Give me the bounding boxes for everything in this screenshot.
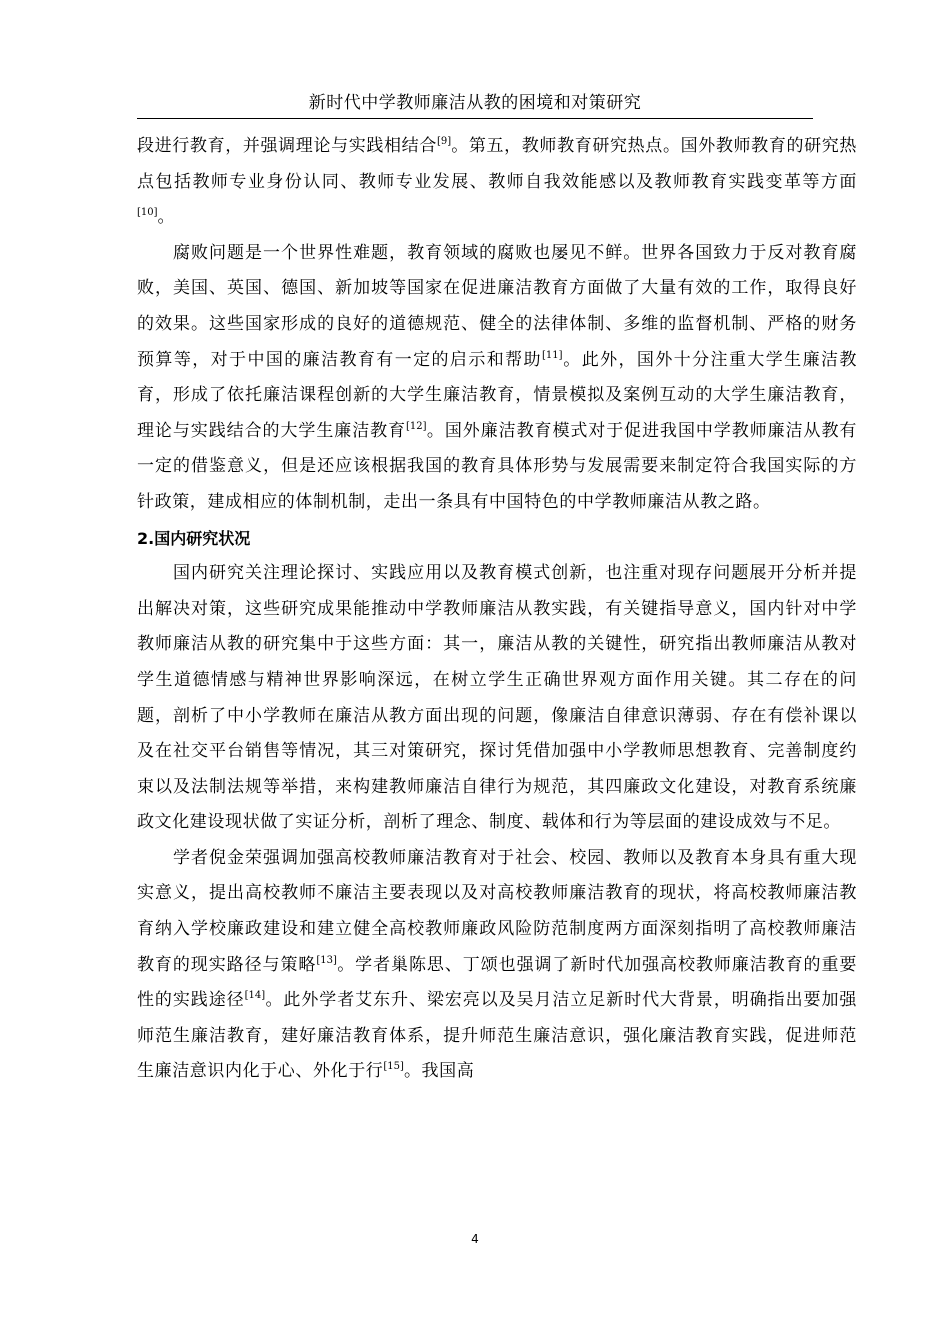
section-heading: 2.国内研究状况: [137, 528, 251, 548]
citation-10: [10]: [137, 207, 158, 219]
citation-11: [11]: [541, 349, 563, 361]
paragraph-1: [137, 129, 857, 236]
citation-9: [9]: [436, 136, 452, 147]
header-divider: [137, 118, 813, 119]
citation-12: [12]: [406, 420, 427, 432]
paragraph-2-text-1: 腐败问题是一个世界性难题，教育领域的腐败也屡见不鲜。世界各国致力于反对教育腐败，美国、英国、德国、新加坡等国家在促进廉洁教育方面做了大量有效的工作，取得良好的效果。这些国家形成的良好的道德规范、健全的法律体制、多维的监督机制、严格的财务预算等，对于中国的廉洁教育有一定的启示和帮助: [137, 242, 857, 370]
paragraph-4: [137, 841, 857, 1090]
paragraph-2: [137, 236, 857, 521]
body-text: [137, 129, 857, 1090]
paragraph-4-text-3: 。此外学者艾东升、梁宏亮以及吴月洁立足新时代大背景，明确指出要加强师范生廉洁教育，建好廉洁教育体系，提升师范生廉洁意识，强化廉洁教育实践，促进师范生廉洁意识内化于心、外化于行: [137, 990, 857, 1082]
paragraph-1-text-2: 。第五，教师教育研究热点。国外教师教育的研究热点包括教师专业身份认同、教师专业发展、教师自我效能感以及教师教育实践变革等方面: [137, 136, 857, 192]
paragraph-4-text-1: 学者倪金荣强调加强高校教师廉洁教育对于社会、校园、教师以及教育本身具有重大现实意义，提出高校教师不廉洁主要表现以及对高校教师廉洁教育的现状，将高校教师廉洁教育纳入学校廉政建设和建立健全高校教师廉政风险防范制度两方面深刻指明了高校教师廉洁教育的现实路径与策略: [137, 847, 857, 975]
citation-15: [15]: [383, 1061, 404, 1073]
paragraph-1-text-3: 。: [157, 207, 176, 228]
paragraph-4-text-4: 。我国高: [403, 1061, 475, 1082]
paragraph-2-text-2: 。此外，国外十分注重大学生廉洁教育，形成了依托廉洁课程创新的大学生廉洁教育，情景模拟及案例互动的大学生廉洁教育，理论与实践结合的大学生廉洁教育: [137, 349, 857, 441]
running-header-title: 新时代中学教师廉洁从教的困境和对策研究: [308, 93, 642, 113]
paragraph-4-text-2: 。学者巢陈思、丁颂也强调了新时代加强高校教师廉洁教育的重要性的实践途径: [137, 954, 858, 1011]
paragraph-3-text-1: 国内研究关注理论探讨、实践应用以及教育模式创新，也注重对现存问题展开分析并提出解决对策，这些研究成果能推动中学教师廉洁从教实践，有关键指导意义，国内针对中学教师廉洁从教的研究集中于这些方面：其一，廉洁从教的关键性，研究指出教师廉洁从教对学生道德情感与精神世界影响深远，在树立学生正确世界观方面作用关键。其二存在的问题，剖析了中小学教师在廉洁从教方面出现的问题，像廉洁自律意识薄弱、存在有偿补课以及在社交平台销售等情况，其三对策研究，探讨凭借加强中小学教师思想教育、完善制度约束以及法制法规等举措，来构建教师廉洁自律行为规范，其四廉政文化建设，对教育系统廉政文化建设现状做了实证分析，剖析了理念、制度、载体和行为等层面的建设成效与不足。: [137, 563, 857, 833]
citation-14: [14]: [244, 990, 266, 1002]
paragraph-2-text-3: 。国外廉洁教育模式对于促进我国中学教师廉洁从教有一定的借鉴意义，但是还应该根据我国的教育具体形势与发展需要来制定符合我国实际的方针政策，建成相应的体制机制，走出一条具有中国特色的中学教师廉洁从教之路。: [137, 420, 857, 512]
page-number: 4: [471, 1232, 479, 1246]
paragraph-1-text-1: 段进行教育，并强调理论与实践相结合: [137, 136, 437, 156]
paragraph-3: [137, 556, 857, 841]
citation-13: [13]: [316, 954, 337, 966]
